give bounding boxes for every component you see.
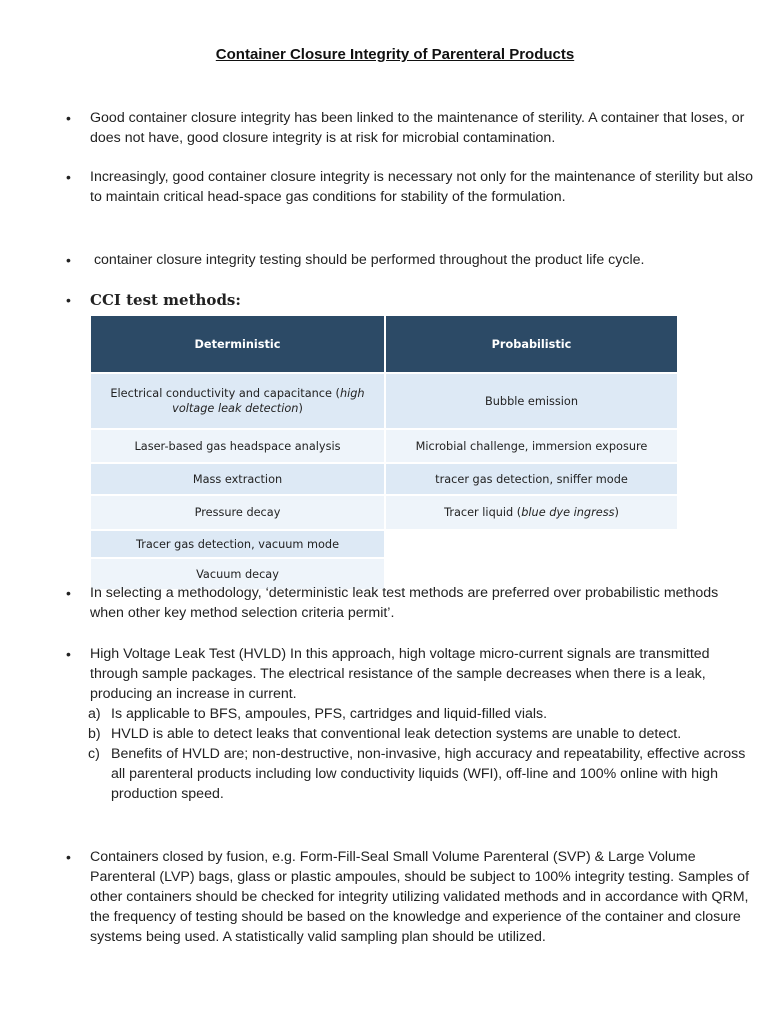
- table-cell-probabilistic: Microbial challenge, immersion exposure: [384, 430, 677, 462]
- header-probabilistic: Probabilistic: [384, 316, 677, 372]
- bullet-glyph: •: [66, 252, 71, 268]
- list-item-text: Benefits of HVLD are; non-destructive, non-invasive, high accuracy and repeatability, effective across all parenteral products including low conductivity liquids (WFI), off-line and 100% online with high production speed.: [111, 746, 746, 802]
- bullet-glyph: •: [66, 849, 71, 865]
- list-item: [66, 744, 756, 804]
- bullet-fusion-containers: [66, 847, 756, 947]
- cell-text-italic: high voltage leak detection: [172, 387, 365, 415]
- bullet-hvld: [66, 644, 756, 804]
- table-cell-deterministic: Pressure decay: [91, 496, 384, 529]
- table-cell-deterministic: Laser-based gas headspace analysis: [91, 430, 384, 462]
- bullet-text: High Voltage Leak Test (HVLD) In this approach, high voltage micro-current signals are transmitted through sample packages. The electrical resistance of the sample decreases when there is a leak, producing an increase in current.: [90, 646, 714, 702]
- table-cell-empty: [384, 531, 677, 557]
- table-row: [91, 494, 677, 529]
- list-letter: c): [88, 746, 100, 762]
- table-row: [91, 462, 677, 494]
- table-cell-probabilistic: Bubble emission: [384, 374, 677, 428]
- bullet-sterility: [66, 108, 756, 148]
- list-item-text: Is applicable to BFS, ampoules, PFS, cartridges and liquid-filled vials.: [111, 706, 548, 722]
- table-cell-deterministic: Tracer gas detection, vacuum mode: [91, 531, 384, 557]
- table-header-row: [91, 316, 677, 372]
- list-letter: a): [88, 706, 101, 722]
- bullet-text: In selecting a methodology, ‘deterministic leak test methods are preferred over probabilistic methods when other key method selection criteria permit’.: [90, 585, 723, 621]
- cci-heading: CCI test methods:: [90, 291, 241, 309]
- cell-text: Tracer liquid (: [444, 506, 522, 519]
- cell-text: ): [614, 506, 619, 519]
- bullet-glyph: •: [66, 110, 71, 126]
- cell-text: ): [298, 402, 303, 415]
- table-row: [91, 372, 677, 428]
- table-cell-deterministic: Vacuum decay: [91, 559, 384, 589]
- bullet-text: container closure integrity testing should be performed throughout the product life cycle.: [90, 252, 645, 268]
- list-item: [66, 704, 756, 724]
- bullet-cci-methods: [66, 290, 756, 310]
- bullet-lifecycle: [66, 250, 756, 270]
- bullet-glyph: •: [66, 169, 71, 185]
- bullet-text: Increasingly, good container closure integrity is necessary not only for the maintenance of sterility but also to maintain critical head-space gas conditions for stability of the formulation.: [90, 169, 757, 205]
- bullet-methodology-selection: [66, 583, 756, 623]
- table-cell-deterministic: [91, 374, 384, 428]
- table-cell-probabilistic: tracer gas detection, sniffer mode: [384, 464, 677, 494]
- cci-methods-table: [91, 316, 677, 589]
- list-letter: b): [88, 726, 101, 742]
- list-item: [66, 724, 756, 744]
- header-deterministic: Deterministic: [91, 316, 384, 372]
- bullet-glyph: •: [66, 585, 71, 601]
- cell-text: Electrical conductivity and capacitance (: [110, 387, 340, 400]
- bullet-headspace: [66, 167, 756, 207]
- bullet-text: Containers closed by fusion, e.g. Form-Fill-Seal Small Volume Parenteral (SVP) & Large Volume Parenteral (LVP) bags, glass or plastic ampoules, should be subject to 100% integrity testing. Samples of other containers should be checked for integrity utilizing validated methods and in accordance with QRM, the frequency of testing should be based on the knowledge and experience of the container and closure systems being used. A statistically valid sampling plan should be utilized.: [90, 849, 753, 945]
- table-cell-deterministic: Mass extraction: [91, 464, 384, 494]
- bullet-text: Good container closure integrity has been linked to the maintenance of sterility. A container that loses, or does not have, good closure integrity is at risk for microbial contamination.: [90, 110, 749, 146]
- bullet-glyph: •: [66, 646, 71, 662]
- table-cell-probabilistic: [384, 496, 677, 529]
- bullet-glyph: •: [66, 292, 71, 308]
- hvld-sublist: [66, 704, 756, 804]
- page-title: Container Closure Integrity of Parenteral Products: [215, 46, 575, 63]
- list-item-text: HVLD is able to detect leaks that conventional leak detection systems are unable to detect.: [111, 726, 682, 742]
- table-row: [91, 529, 677, 557]
- cell-text-italic: blue dye ingress: [521, 506, 615, 519]
- table-row: [91, 428, 677, 462]
